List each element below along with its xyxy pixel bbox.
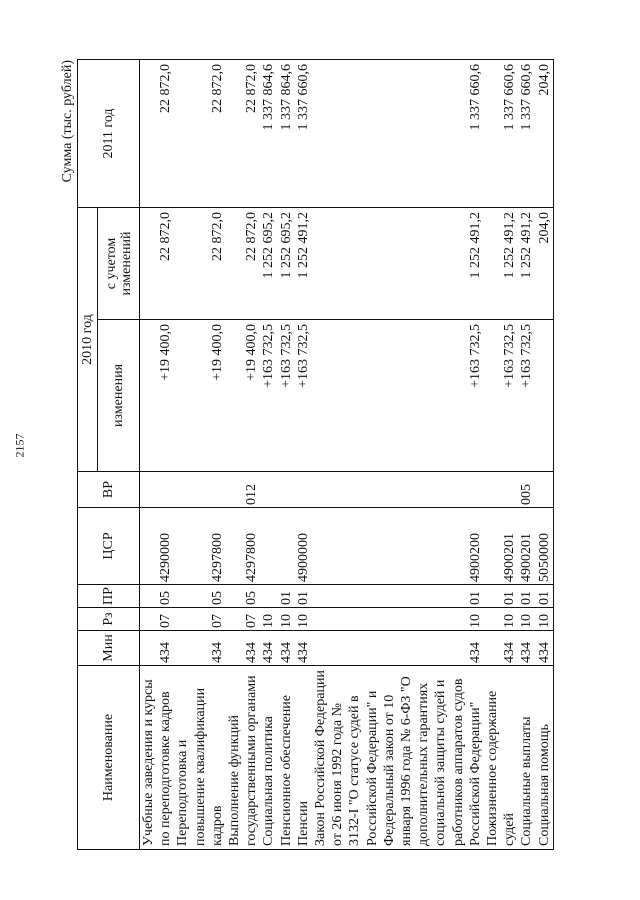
cell-pr: 01 [484, 585, 518, 608]
table-body [140, 60, 554, 850]
cell-name: Учебные заведения и курсы по переподготовке кадров [140, 666, 175, 850]
header-pr: ПР [78, 585, 140, 608]
cell-min: 434 [518, 631, 535, 666]
cell-changes: +163 732,5 [295, 320, 312, 472]
cell-changes: +19 400,0 [140, 320, 175, 472]
cell-changes: +163 732,5 [518, 320, 535, 472]
cell-pr [260, 585, 277, 608]
cell-2011: 1 337 660,6 [484, 60, 518, 208]
cell-csr: 4900200 [312, 508, 484, 585]
cell-2011: 204,0 [536, 60, 554, 208]
cell-csr [260, 508, 277, 585]
budget-table [77, 59, 554, 850]
cell-pr: 05 [174, 585, 226, 608]
cell-changes: +163 732,5 [484, 320, 518, 472]
cell-csr: 4900201 [484, 508, 518, 585]
cell-2011: 22 872,0 [140, 60, 175, 208]
table-row [260, 60, 277, 850]
table-row [536, 60, 554, 850]
table-row [312, 60, 484, 850]
cell-name: Выполнение функций государственными органами [226, 666, 260, 850]
cell-pr: 05 [140, 585, 175, 608]
cell-2011: 1 337 864,6 [278, 60, 295, 208]
header-csr: ЦСР [78, 508, 140, 585]
cell-name: Социальная помощь [536, 666, 554, 850]
cell-name: Пенсии [295, 666, 312, 850]
cell-pr: 01 [312, 585, 484, 608]
cell-rz: 10 [536, 608, 554, 631]
cell-vr: 005 [518, 472, 535, 508]
cell-with-changes: 1 252 491,2 [295, 208, 312, 320]
cell-min: 434 [140, 631, 175, 666]
cell-rz: 10 [260, 608, 277, 631]
header-name: Наименование [78, 666, 140, 850]
cell-vr [260, 472, 277, 508]
header-min: Мин [78, 631, 140, 666]
cell-min: 434 [226, 631, 260, 666]
header-vr: ВР [78, 472, 140, 508]
cell-rz: 10 [312, 608, 484, 631]
cell-changes: +19 400,0 [226, 320, 260, 472]
cell-csr: 5050000 [536, 508, 554, 585]
cell-2011: 1 337 864,6 [260, 60, 277, 208]
cell-vr [278, 472, 295, 508]
cell-min: 434 [278, 631, 295, 666]
cell-2011: 1 337 660,6 [295, 60, 312, 208]
cell-name: Социальная политика [260, 666, 277, 850]
rotated-page [60, 60, 626, 850]
cell-csr: 4900201 [518, 508, 535, 585]
cell-min: 434 [312, 631, 484, 666]
cell-changes: +163 732,5 [278, 320, 295, 472]
cell-with-changes: 1 252 491,2 [312, 208, 484, 320]
cell-rz: 10 [518, 608, 535, 631]
cell-pr: 01 [518, 585, 535, 608]
cell-pr: 05 [226, 585, 260, 608]
cell-vr [295, 472, 312, 508]
header-year-2010: 2010 год [78, 208, 98, 472]
cell-name: Социальные выплаты [518, 666, 535, 850]
page-number: 2157 [12, 433, 27, 458]
cell-vr [174, 472, 226, 508]
header-changes: изменения [98, 320, 140, 472]
cell-vr [536, 472, 554, 508]
cell-min: 434 [295, 631, 312, 666]
cell-rz: 07 [140, 608, 175, 631]
cell-with-changes: 1 252 491,2 [518, 208, 535, 320]
cell-csr: 4900000 [295, 508, 312, 585]
cell-csr: 4297800 [226, 508, 260, 585]
cell-rz: 10 [278, 608, 295, 631]
cell-name: Закон Российской Федерации от 26 июня 1992 года № 3132-I "О статусе судей в Российской Федерации" и Федеральный закон от 10 января 1996 года № 6-ФЗ "О дополнительных гарантиях социальной защиты судей и работников аппаратов судов Российской Федерации" [312, 666, 484, 850]
cell-2011: 22 872,0 [226, 60, 260, 208]
table-row [518, 60, 535, 850]
cell-rz: 10 [484, 608, 518, 631]
header-with-changes: с учетом изменений [98, 208, 140, 320]
header-rz: Рз [78, 608, 140, 631]
cell-2011: 1 337 660,6 [518, 60, 535, 208]
cell-changes [536, 320, 554, 472]
table-row [278, 60, 295, 850]
cell-rz: 07 [226, 608, 260, 631]
cell-csr [278, 508, 295, 585]
cell-vr [484, 472, 518, 508]
header-year-2011: 2011 год [78, 60, 140, 208]
cell-pr: 01 [278, 585, 295, 608]
table-row [174, 60, 226, 850]
cell-name: Пенсионное обеспечение [278, 666, 295, 850]
cell-with-changes: 204,0 [536, 208, 554, 320]
cell-min: 434 [260, 631, 277, 666]
cell-min: 434 [174, 631, 226, 666]
cell-changes: +163 732,5 [312, 320, 484, 472]
cell-name: Переподготовка и повышение квалификации кадров [174, 666, 226, 850]
table-caption: Сумма (тыс. рублей) [60, 60, 75, 183]
cell-name: Пожизненное содержание судей [484, 666, 518, 850]
cell-changes: +19 400,0 [174, 320, 226, 472]
cell-csr: 4290000 [140, 508, 175, 585]
table-row [295, 60, 312, 850]
cell-rz: 10 [295, 608, 312, 631]
cell-vr [140, 472, 175, 508]
cell-with-changes: 22 872,0 [140, 208, 175, 320]
cell-with-changes: 22 872,0 [226, 208, 260, 320]
cell-2011: 1 337 660,6 [312, 60, 484, 208]
cell-pr: 01 [295, 585, 312, 608]
cell-changes: +163 732,5 [260, 320, 277, 472]
cell-vr [312, 472, 484, 508]
cell-with-changes: 1 252 491,2 [484, 208, 518, 320]
table-row [226, 60, 260, 850]
cell-rz: 07 [174, 608, 226, 631]
table-row [484, 60, 518, 850]
cell-csr: 4297800 [174, 508, 226, 585]
cell-with-changes: 22 872,0 [174, 208, 226, 320]
cell-pr: 01 [536, 585, 554, 608]
cell-2011: 22 872,0 [174, 60, 226, 208]
cell-vr: 012 [226, 472, 260, 508]
cell-min: 434 [536, 631, 554, 666]
cell-min: 434 [484, 631, 518, 666]
table-header [78, 60, 140, 850]
cell-with-changes: 1 252 695,2 [260, 208, 277, 320]
cell-with-changes: 1 252 695,2 [278, 208, 295, 320]
table-row [140, 60, 175, 850]
